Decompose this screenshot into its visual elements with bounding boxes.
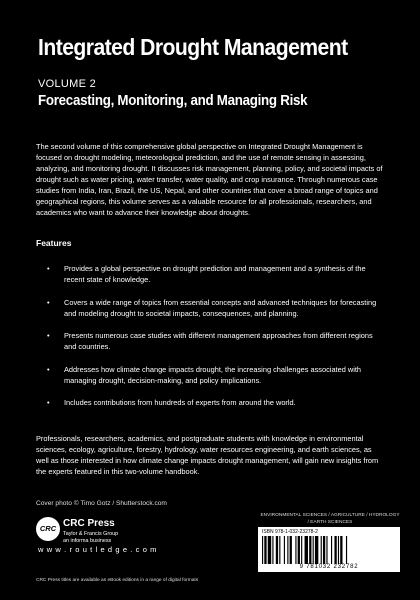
barcode-bar: [334, 536, 336, 564]
bullet-icon: •: [47, 364, 50, 374]
feature-item: [47, 330, 386, 352]
barcode-bar: [346, 536, 347, 564]
feature-item: [47, 263, 386, 285]
barcode-bar: [301, 536, 302, 564]
barcode-bar: [313, 536, 314, 564]
barcode-bar: [276, 536, 278, 564]
subject-categories: ENVIRONMENTAL SCIENCES / AGRICULTURE / HYDROLOGY / EARTH SCIENCES: [260, 513, 400, 525]
ebook-footnote: CRC Press titles are available as eBook editions in a range of digital formats: [36, 578, 199, 583]
barcode-digits: 9 781032 232782: [299, 564, 359, 570]
barcode-bar: [279, 536, 280, 564]
feature-item: [47, 364, 386, 386]
crc-logo-icon: CRC: [36, 517, 60, 541]
audience-paragraph: Professionals, researchers, academics, and postgraduate students with knowledge in environmental sciences, ecology, agriculture, forestry, hydrology, water resources engineering, and earth sciences, as well as those interested in how climate change impacts drought management, will gain new insights from the experts featured in this two-volume handbook.: [36, 434, 379, 476]
feature-text: Includes contributions from hundreds of experts from around the world.: [64, 398, 296, 407]
bullet-icon: •: [47, 297, 50, 307]
barcode-bar: [290, 536, 292, 564]
barcode-bar: [305, 536, 308, 564]
barcode-bar: [262, 536, 263, 564]
barcode-bar: [321, 536, 322, 564]
feature-text: Provides a global perspective on drought prediction and management and a synthesis of the recent state of knowledge.: [64, 264, 366, 284]
barcode-bar: [272, 536, 273, 564]
bullet-icon: •: [47, 264, 50, 273]
barcode-bar: [309, 536, 311, 564]
feature-item: [47, 397, 386, 408]
feature-item: [47, 297, 386, 319]
features-heading: Features: [36, 238, 72, 248]
barcode-bar: [287, 536, 288, 564]
publisher-name: CRC Press: [63, 518, 115, 529]
barcode-bar: [315, 536, 318, 564]
barcode-bar: [338, 536, 339, 564]
barcode-bar: [323, 536, 325, 564]
isbn-label: ISBN 978-1-032-23278-2: [262, 529, 318, 535]
publisher-tagline: an informa business: [63, 537, 112, 544]
bullet-icon: •: [47, 398, 50, 407]
barcode-bar: [264, 536, 266, 564]
barcode-bar: [298, 536, 300, 564]
barcode-bar: [284, 536, 285, 564]
barcode-bar: [326, 536, 327, 564]
barcode-bar: [268, 536, 271, 564]
bullet-icon: •: [47, 331, 50, 340]
feature-text: Addresses how climate change impacts drought, the increasing challenges associated with managing drought, decision-making, and policy implications.: [64, 364, 362, 385]
barcode-bar: [340, 536, 342, 564]
feature-text: Covers a wide range of topics from essential concepts and advanced techniques for forecasting and modeling drought to societal impacts, consequences, and planning.: [64, 297, 377, 318]
feature-text: Presents numerous case studies with different management approaches from different regions and countries.: [64, 331, 373, 351]
book-title: Integrated Drought Management: [38, 34, 348, 60]
book-subtitle: Forecasting, Monitoring, and Managing Risk: [38, 93, 308, 109]
publisher-group: [63, 531, 118, 544]
barcode-bar: [331, 536, 332, 564]
barcode-panel: [258, 527, 400, 572]
publisher-group-line: Taylor & Francis Group: [63, 531, 119, 537]
features-list: [47, 263, 386, 420]
barcode-bar: [295, 536, 296, 564]
intro-paragraph: The second volume of this comprehensive global perspective on Integrated Drought Management is focused on drought modeling, meteorological prediction, and the use of remote sensing in assessing, analyzing, and monitoring drought. It discusses risk management, planning, policy, and societal impacts of drought such as water pricing, water transfer, water quality, and crop insurance. Through numerous case studies from India, Iran, Brazil, the US, Nepal, and other countries that cover a broad range of topics and geographical regions, this volume serves as a valuable resource for all professionals, researchers, and academics who want to advance their knowledge about droughts.: [36, 142, 383, 217]
cover-photo-credit: Cover photo © Timo Gotz / Shutterstock.com: [36, 500, 167, 507]
volume-label: VOLUME 2: [38, 78, 97, 90]
barcode-icon: [262, 536, 396, 564]
publisher-url[interactable]: w w w . r o u t l e d g e . c o m: [38, 545, 157, 554]
